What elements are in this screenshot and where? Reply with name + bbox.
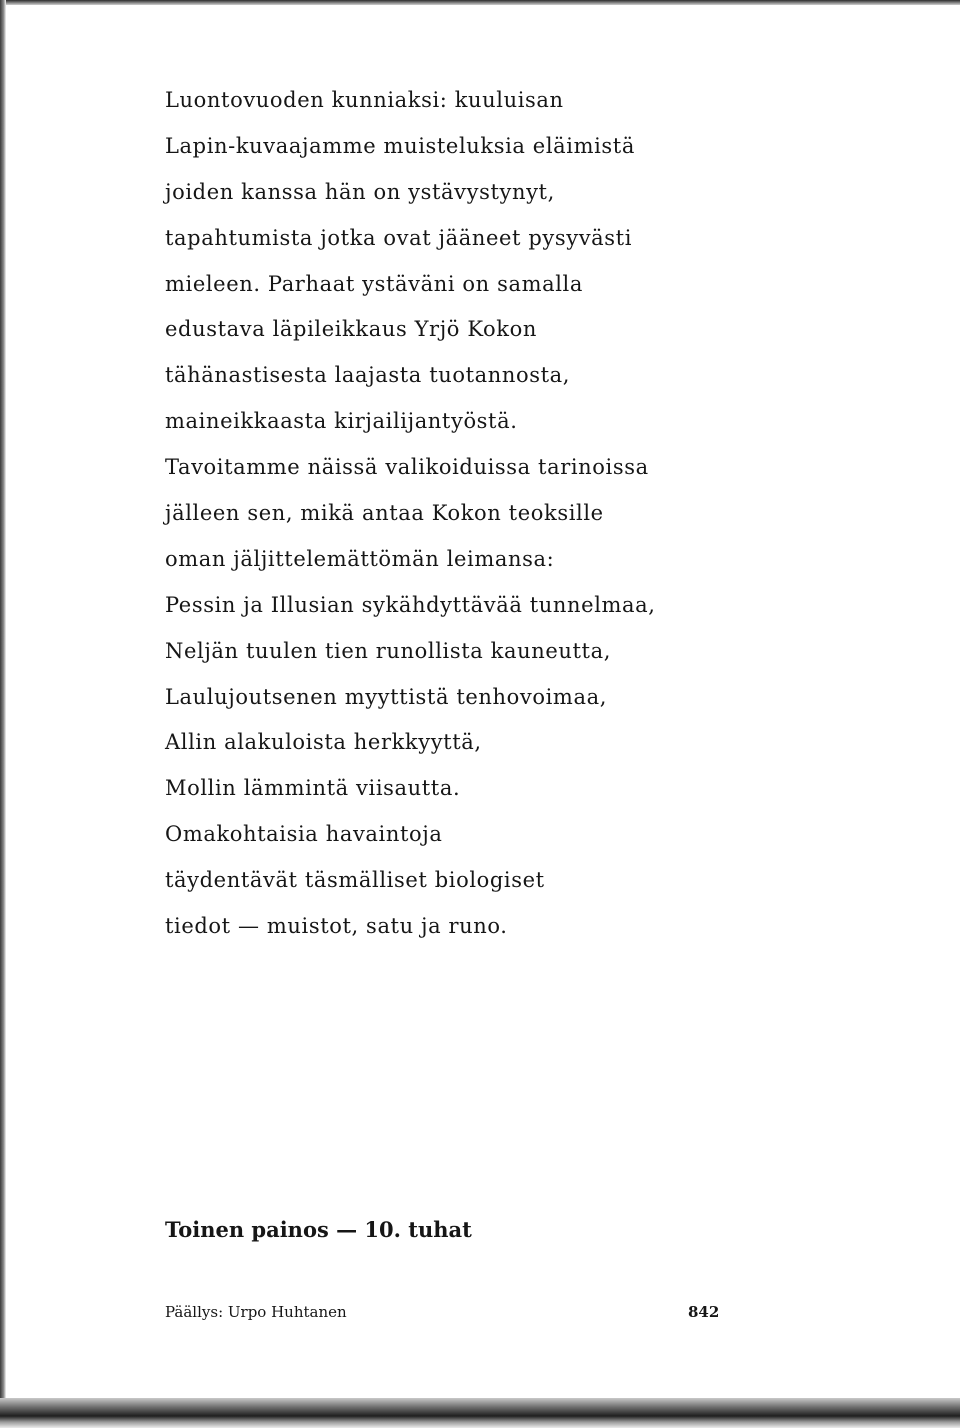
blurb-text [165,78,725,950]
blurb-line: Laulujoutsenen myyttistä tenhovoimaa, [165,684,607,709]
blurb-line: Pessin ja Illusian sykähdyttävää tunnelmaa, [165,592,656,617]
blurb-line: joiden kanssa hän on ystävystynyt, [165,179,555,204]
blurb-line: Omakohtaisia havaintoja [165,822,443,847]
catalog-number: 842 [688,1303,720,1321]
page-top-edge [0,0,960,5]
blurb-line: Allin alakuloista herkkyyttä, [165,730,482,755]
blurb-line: Mollin lämmintä viisautta. [165,776,461,801]
blurb-line: edustava läpileikkaus Yrjö Kokon [165,317,537,342]
blurb-line: tähänastisesta laajasta tuotannosta, [165,363,571,388]
blurb-line: mieleen. Parhaat ystäväni on samalla [165,271,583,296]
blurb-line: oman jäljittelemättömän leimansa: [165,546,555,571]
page-left-edge [0,0,6,1428]
blurb-line: täydentävät täsmälliset biologiset [165,868,545,893]
blurb-line: tapahtumista jotka ovat jääneet pysyvästi [165,225,633,250]
page-bottom-edge [0,1398,960,1428]
blurb-line: Neljän tuulen tien runollista kauneutta, [165,638,611,663]
edition-note: Toinen painos — 10. tuhat [165,1217,472,1242]
blurb-line: tiedot — muistot, satu ja runo. [165,914,508,939]
blurb-line: jälleen sen, mikä antaa Kokon teoksille [165,501,604,526]
blurb-line: Lapin-kuvaajamme muisteluksia eläimistä [165,133,635,158]
cover-credit: Päällys: Urpo Huhtanen [165,1303,347,1321]
blurb-line: Tavoitamme näissä valikoiduissa tarinoissa [165,455,649,480]
blurb-line: maineikkaasta kirjailijantyöstä. [165,409,518,434]
blurb-line: Luontovuoden kunniaksi: kuuluisan [165,88,564,112]
